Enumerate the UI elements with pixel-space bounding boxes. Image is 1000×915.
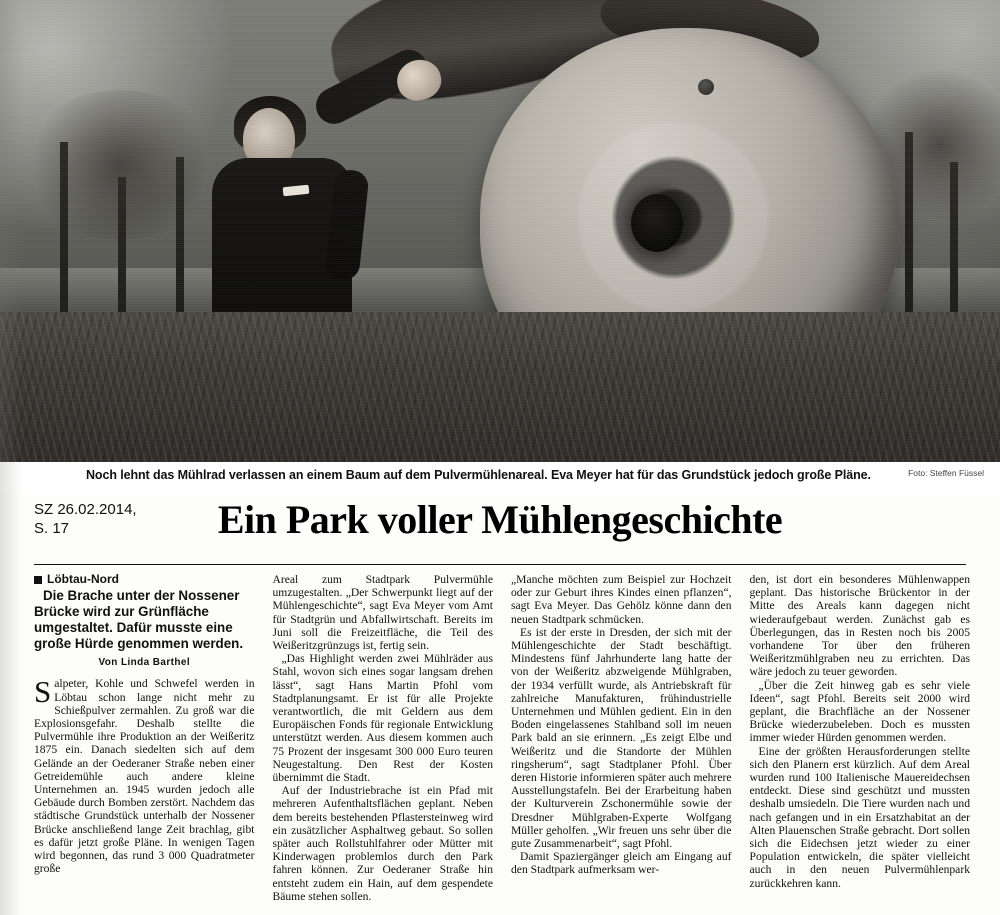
- dateline-line-2: S. 17: [34, 520, 70, 537]
- section-kicker: [34, 573, 255, 586]
- millstone-center-hole: [631, 194, 683, 252]
- column-4: [750, 573, 971, 903]
- square-bullet-icon: [34, 576, 42, 584]
- paragraph: Auf der Industriebrache ist ein Pfad mit mehreren Aufenthaltsflächen geplant. Neben dem bereits bestehenden Pflastersteinweg wird ein zusätzlicher Asphaltweg gebaut. So sollen später auch Rollstuhlfahrer oder Mütter mit Kinderwagen problemlos durch den Park fahren können. Zur Oederaner Straße hin entsteht zudem ein Hain, auf dem gespendete Bäume stehen sollen.: [272, 784, 493, 903]
- paragraph: Es ist der erste in Dresden, der sich mit der Mühlengeschichte der Stadt beschäftigt. Mindestens fünf Jahrhunderte lang hatte der von der Weißeritz abzweigende Mühlgraben, der 1934 verfüllt wurde, als Antriebskraft für zahlreiche Manufakturen, frühindustrielle Unternehmen und Mühlen gedient. Ein in den Boden eingelassenes Stahlband soll im neuen Park bald an sie erinnern. „Es zeigt Elbe und Weißeritz und die Standorte der Mühlen ringsherum“, sagt Stadtplaner Pfohl. Über deren Historie informieren später auch mehrere Ausstellungstafeln. Bei der Erarbeitung haben der Kulturverein Zschonermühle sowie der Dresdner Mühlgraben-Experte Wolfgang Müller geholfen. „Wir freuen uns sehr über die gute Zusammenarbeit“, sagt Pfohl.: [511, 625, 732, 851]
- headline-row: [0, 496, 1000, 558]
- page-title: Ein Park voller Mühlengeschichte: [217, 497, 783, 542]
- kicker-label: Löbtau-Nord: [47, 572, 119, 586]
- article-lead: Die Brache unter der Nossener Brücke wird zur Grünfläche umgestaltet. Dafür musste eine große Hürde genommen werden.: [34, 588, 244, 652]
- paragraph: „Über die Zeit hinweg gab es sehr viele Ideen“, sagt Pfohl. Bereits seit 2000 wird geplant, die Brachfläche an der Nossener Brücke wiederzubeleben. Doch es mussten immer wieder Hürden genommen werden.: [749, 678, 970, 745]
- paragraph: „Manche möchten zum Beispiel zur Hochzeit oder zur Geburt ihres Kindes einen pflanzen“, sagt Eva Meyer. Das Gehölz könne dann den neuen Stadtpark schmücken.: [511, 573, 732, 626]
- paragraph: [34, 674, 255, 876]
- column-3: [511, 573, 732, 903]
- column-1: [34, 573, 255, 903]
- photo-caption-bar: [0, 462, 1000, 492]
- drop-cap: S: [34, 674, 52, 710]
- byline: Von Linda Barthel: [98, 657, 191, 669]
- paragraph: „Das Highlight werden zwei Mühlräder aus Stahl, wovon sich eines sogar langsam drehen lässt“, sagt Hans Martin Pfohl vom Stadtplanungsamt. Er ist für alle Projekte verantwortlich, die mit Geldern aus dem Europäischen Fonds für regionale Entwicklung unterstützt werden. Aus diesem kommen auch 75 Prozent der insgesamt 300 000 Euro teuren Neugestaltung. Den Rest der Kosten übernimmt die Stadt.: [272, 652, 493, 785]
- dateline-line-1: SZ 26.02.2014,: [34, 501, 137, 518]
- photo-credit: Foto: Steffen Füssel: [908, 468, 984, 478]
- column-2: [273, 573, 494, 903]
- article-columns: [0, 565, 1000, 903]
- paragraph: Damit Spaziergänger gleich am Eingang auf den Stadtpark aufmerksam wer-: [511, 850, 732, 877]
- photo-caption: Noch lehnt das Mühlrad verlassen an einem Baum auf dem Pulvermühlenareal. Eva Meyer hat für das Grundstück jedoch große Pläne.: [86, 468, 871, 482]
- paragraph-text: alpeter, Kohle und Schwefel werden in Löbtau schon lange nicht mehr zu Schießpulver zermahlen. Zu groß war die Explosionsgefahr. Deshalb stellte die Pulvermühle ihre Produktion an der Weißeritz 1875 ein. Danach siedelten sich auf dem Gelände an der Oederaner Straße neben einer Getreidemühle auch andere kleine Unternehmen an. 1945 wurden jedoch alle Gebäude durch Bomben zerstört. Nachdem das städtische Grundstück unterhalb der Nossener Brücke anschließend lange Zeit brachlag, gibt es dafür jetzt große Pläne. In wenigen Tagen wird begonnen, das rund 3 000 Quadratmeter große: [34, 677, 255, 876]
- background-tree: [905, 132, 913, 342]
- photo-foreground-grass: [0, 312, 1000, 462]
- paragraph: Areal zum Stadtpark Pulvermühle umzugestalten. „Der Schwerpunkt liegt auf der Mühlengeschichte“, sagt Eva Meyer vom Amt für Stadtgrün und Abfallwirtschaft. Bereits im Juni soll die Freizeitfläche, die Teil des Weißeritzgrünzugs ist, fertig sein.: [272, 573, 493, 653]
- paragraph: den, ist dort ein besonderes Mühlenwappen geplant. Das historische Brückentor in der Mitte des Areals kann dagegen nicht wiederaufgebaut werden. Zunächst gab es Überlegungen, das in Resten noch bis 2005 vorhandene Tor über den früheren Weißeritzmühlgraben neu zu errichten. Das wäre jedoch zu teuer geworden.: [749, 573, 970, 679]
- paragraph: Eine der größten Herausforderungen stellte sich den Planern erst kürzlich. Auf dem Areal wurden rund 100 Italienische Mauereidechsen entdeckt. Diese sind geschützt und mussten deshalb umsiedeln. Die Tiere wurden nach und nach gefangen und in ein Ersatzhabitat an der Alten Plauenschen Straße gebracht. Dort sollen sich die Eidechsen jetzt wieder zu einer Population entwickeln, die später vielleicht auch in den neuen Pulvermühlenpark zurückkehren kann.: [749, 744, 970, 890]
